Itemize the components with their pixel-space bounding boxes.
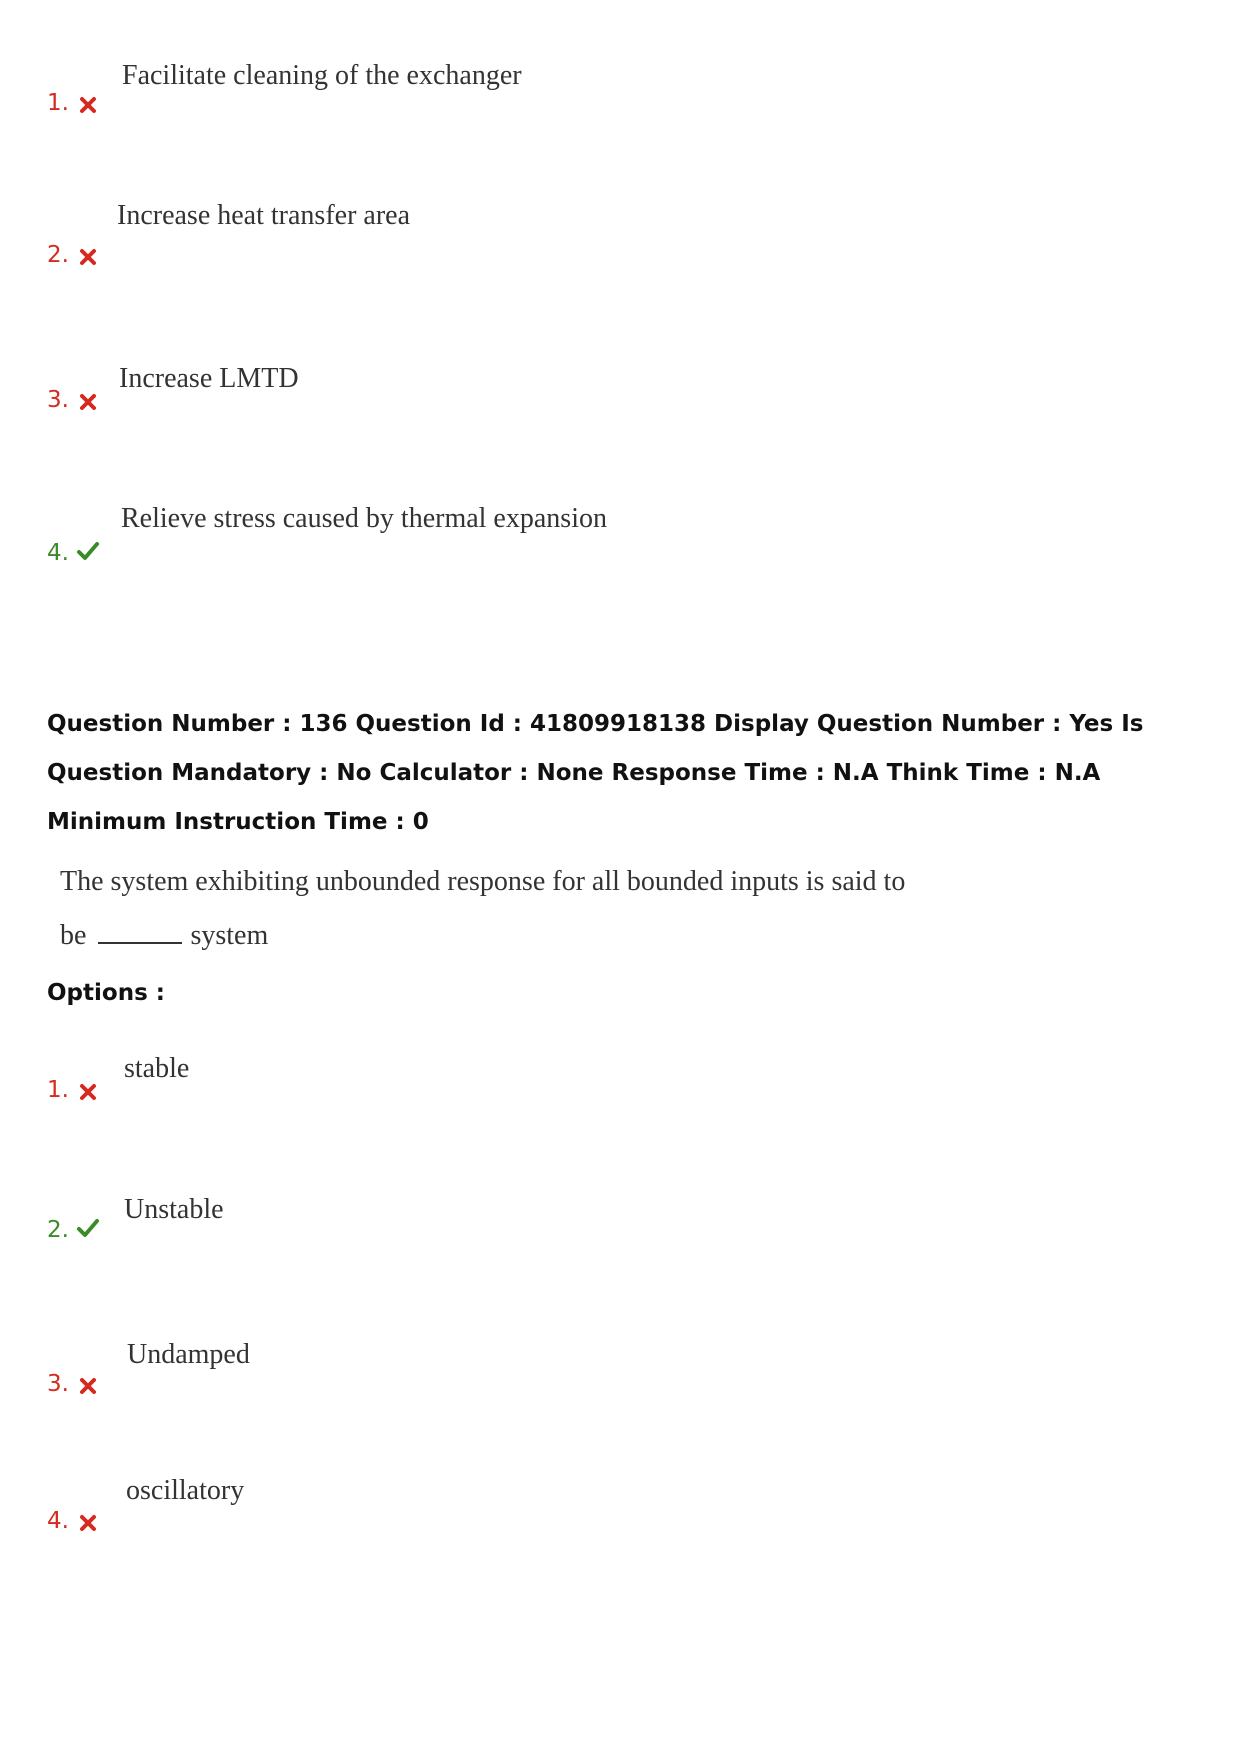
stem-text-start: be <box>60 920 87 951</box>
stem-text-end: system <box>190 920 269 951</box>
option-number: 4. <box>47 540 69 566</box>
option-number: 2. <box>47 1217 69 1243</box>
option-text: Undamped <box>127 1339 250 1370</box>
check-icon <box>76 1216 100 1240</box>
prev-option-4 <box>0 503 1240 566</box>
option-3 <box>0 1339 1240 1399</box>
cross-icon <box>76 245 100 269</box>
option-number: 1. <box>47 1077 69 1103</box>
cross-icon <box>76 390 100 414</box>
stem-text: The system exhibiting unbounded response for all bounded inputs is said to <box>60 866 906 897</box>
check-icon <box>76 539 100 563</box>
option-text: oscillatory <box>126 1475 245 1506</box>
option-number: 2. <box>47 242 69 268</box>
question-metadata: Question Number : 136 Question Id : 41809918138 Display Question Number : Yes Is Question Mandatory : No Calculator : None Response Time : N.A Think Time : N.A Minimum Instruction Time : 0 <box>47 711 1144 835</box>
option-1 <box>0 1053 1240 1113</box>
option-text: Facilitate cleaning of the exchanger <box>122 60 522 91</box>
option-text: Increase LMTD <box>119 363 299 394</box>
cross-icon <box>76 1080 100 1104</box>
option-number: 3. <box>47 387 69 413</box>
option-number: 4. <box>47 1508 69 1534</box>
prev-option-3 <box>0 363 1240 423</box>
option-2 <box>0 1194 1240 1254</box>
cross-icon <box>76 1374 100 1398</box>
prev-option-2 <box>0 200 1240 268</box>
option-text: Unstable <box>124 1194 224 1225</box>
prev-option-1 <box>0 60 1240 120</box>
option-number: 1. <box>47 90 69 116</box>
option-text: Increase heat transfer area <box>117 200 411 231</box>
cross-icon <box>76 93 100 117</box>
question-stem-line-1 <box>60 866 905 898</box>
option-4 <box>0 1475 1240 1535</box>
question-stem-line-2 <box>60 920 268 952</box>
cross-icon <box>76 1511 100 1535</box>
options-label: Options : <box>47 980 165 1006</box>
option-text: Relieve stress caused by thermal expansion <box>121 503 607 534</box>
option-text: stable <box>124 1053 190 1084</box>
fill-in-blank <box>98 938 182 944</box>
option-number: 3. <box>47 1371 69 1397</box>
